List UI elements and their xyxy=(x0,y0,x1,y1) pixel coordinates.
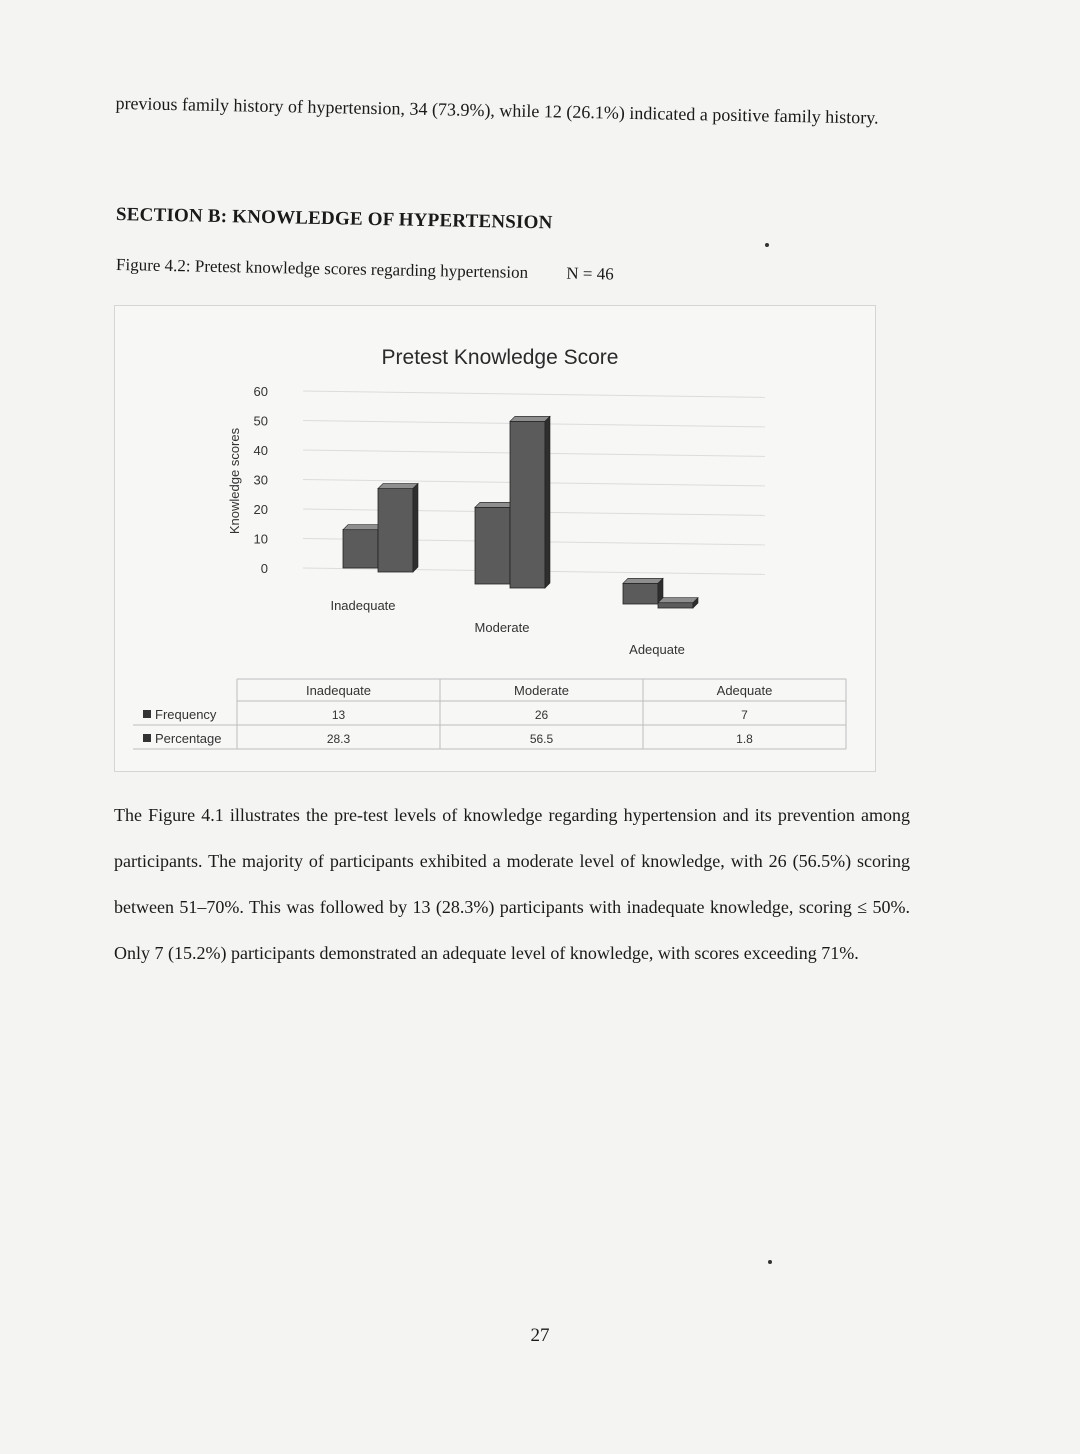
bar-percentage-moderate xyxy=(510,421,545,588)
bar-frequency-adequate xyxy=(623,583,658,604)
figure-caption xyxy=(116,255,614,285)
gridline xyxy=(303,391,765,397)
bar-frequency-inadequate xyxy=(343,530,378,568)
legend-swatch-percentage xyxy=(143,734,151,742)
speck xyxy=(765,243,769,247)
y-tick-label: 50 xyxy=(253,413,268,429)
page-number: 27 xyxy=(530,1325,550,1346)
series-name-percentage: Percentage xyxy=(155,731,222,746)
bar-side-face xyxy=(413,484,418,572)
table-header-cell: Moderate xyxy=(514,683,569,698)
table-value-cell: 28.3 xyxy=(326,732,351,746)
y-axis-label: Knowledge scores xyxy=(227,427,242,535)
intro-paragraph: previous family history of hypertension, 34 (73.9%), while 12 (26.1%) indicated a positive family history. xyxy=(115,92,879,128)
bar-top-face xyxy=(343,525,383,530)
x-category-label: Inadequate xyxy=(330,598,396,613)
bar-top-face xyxy=(510,416,550,421)
table-header-cell: Inadequate xyxy=(305,683,372,698)
chart-title: Pretest Knowledge Score xyxy=(381,346,619,369)
chart-svg xyxy=(115,306,875,771)
y-tick-label: 10 xyxy=(253,531,268,547)
bar-top-face xyxy=(623,578,663,583)
bar-percentage-adequate xyxy=(658,603,693,608)
bar-top-face xyxy=(658,598,698,603)
table-value-cell: 13 xyxy=(331,708,346,722)
x-category-label: Moderate xyxy=(474,620,530,635)
sample-size: N = 46 xyxy=(566,263,614,284)
figure-caption-text: Figure 4.2: Pretest knowledge scores regarding hypertension xyxy=(115,255,529,282)
section-heading: SECTION B: KNOWLEDGE OF HYPERTENSION xyxy=(115,204,553,234)
y-tick-label: 0 xyxy=(260,561,268,576)
table-value-cell: 26 xyxy=(534,708,549,722)
y-tick-label: 20 xyxy=(253,502,268,517)
legend-swatch-frequency xyxy=(143,710,151,718)
x-category-label: Adequate xyxy=(629,642,685,657)
speck xyxy=(768,1260,772,1264)
table-value-cell: 1.8 xyxy=(736,732,753,746)
bar-top-face xyxy=(378,484,418,489)
table-header-cell: Adequate xyxy=(716,683,773,698)
y-tick-label: 60 xyxy=(253,384,268,399)
pretest-chart xyxy=(114,305,876,772)
y-tick-label: 30 xyxy=(253,472,268,488)
table-value-cell: 56.5 xyxy=(529,732,554,746)
body-paragraph: The Figure 4.1 illustrates the pre-test levels of knowledge regarding hypertension and its prevention among participants. The majority of participants exhibited a moderate level of knowledge, with 26 (56.5%) scoring between 51–70%. This was followed by 13 (28.3%) participants with inadequate knowledge, scoring ≤ 50%. Only 7 (15.2%) participants demonstrated an adequate level of knowledge, with scores exceeding 71%. xyxy=(114,805,910,963)
table-value-cell: 7 xyxy=(741,708,748,722)
bar-percentage-inadequate xyxy=(378,489,413,572)
bar-top-face xyxy=(475,502,515,507)
bar-frequency-moderate xyxy=(475,507,510,584)
series-name-frequency: Frequency xyxy=(155,707,217,722)
y-tick-label: 40 xyxy=(253,443,268,458)
bar-side-face xyxy=(545,416,550,588)
